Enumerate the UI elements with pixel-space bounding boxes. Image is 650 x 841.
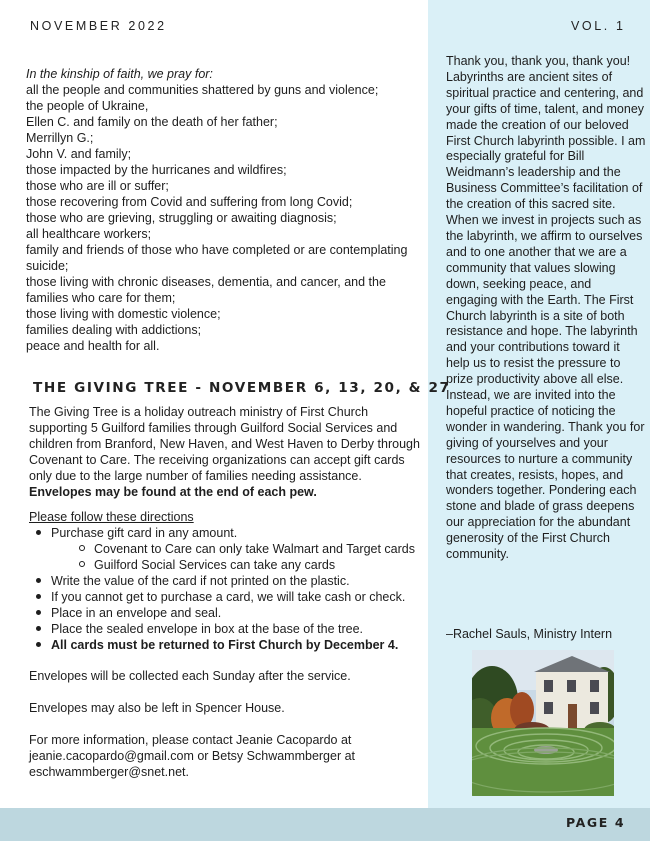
prayer-line: those impacted by the hurricanes and wildfires;: [26, 163, 287, 177]
page-number: PAGE 4: [566, 815, 626, 830]
prayer-list: [26, 66, 424, 354]
prayer-line: family and friends of those who have completed or are contemplating suicide;: [26, 243, 408, 273]
labyrinth-photo: [472, 650, 614, 796]
direction-step: Place the sealed envelope in box at the base of the tree.: [29, 621, 429, 637]
directions-heading: Please follow these directions: [29, 510, 194, 524]
prayer-line: those recovering from Covid and suffering from long Covid;: [26, 195, 353, 209]
direction-substep: Guilford Social Services can take any cards: [51, 557, 429, 573]
prayer-line: all the people and communities shattered by guns and violence;: [26, 83, 379, 97]
prayer-line: those living with domestic violence;: [26, 307, 221, 321]
direction-step-text: Purchase gift card in any amount.: [51, 526, 238, 540]
labyrinth-thank-you: Thank you, thank you, thank you! Labyrinths are ancient sites of spiritual practice and centering, and your gifts of time, talent, and money made the creation of our beloved First Church labyrinth possible. I am especially grateful for Bill Weidmann’s leadership and the Business Committee’s facilitation of the creation of this sacred site. When we invest in projects such as the labyrinth, we affirm to ourselves and to one another that we are a community that values slowing down, seeking peace, and engaging with the Earth. The First Church labyrinth is a site of both resistance and hope. The labyrinth and your contributions toward it help us to resist the pressure to prize productivity above all else. Instead, we are invited into the hopeful practice of noticing the wonder in wandering. Thank you for giving of yourselves and your resources to nurture a community that creates, resists, hopes, and wonders together. Pondering each stone and blade of grass deepens our appreciation for the abundant generosity of the First Church community.: [446, 54, 646, 562]
prayer-line: families dealing with addictions;: [26, 323, 202, 337]
direction-step: Place in an envelope and seal.: [29, 605, 429, 621]
volume-number: VOL. 1: [571, 19, 626, 33]
direction-substep: Covenant to Care can only take Walmart and Target cards: [51, 541, 429, 557]
prayer-line: Ellen C. and family on the death of her father;: [26, 115, 278, 129]
direction-substeps: [51, 541, 429, 573]
prayer-line: those who are grieving, struggling or awaiting diagnosis;: [26, 211, 337, 225]
direction-step-deadline: All cards must be returned to First Church by December 4.: [29, 637, 429, 653]
prayer-line: John V. and family;: [26, 147, 132, 161]
direction-step: [29, 525, 429, 573]
prayer-line: peace and health for all.: [26, 339, 160, 353]
giving-tree-heading: THE GIVING TREE - NOVEMBER 6, 13, 20, & 27: [33, 380, 451, 396]
spencer-house-note: Envelopes may also be left in Spencer House.: [29, 701, 285, 715]
giving-tree-envelope-note: Envelopes may be found at the end of each pew.: [29, 485, 317, 499]
collection-note: Envelopes will be collected each Sunday after the service.: [29, 669, 351, 683]
prayer-intro: In the kinship of faith, we pray for:: [26, 67, 213, 81]
giving-tree-description: [29, 404, 427, 500]
prayer-line: those who are ill or suffer;: [26, 179, 169, 193]
prayer-line: Merrillyn G.;: [26, 131, 94, 145]
prayer-line: all healthcare workers;: [26, 227, 152, 241]
prayer-line: the people of Ukraine,: [26, 99, 149, 113]
directions-list: [29, 525, 429, 653]
direction-step: If you cannot get to purchase a card, we will take cash or check.: [29, 589, 429, 605]
directions-section: [29, 509, 429, 653]
footer-bar: [0, 808, 650, 841]
giving-tree-body: The Giving Tree is a holiday outreach ministry of First Church supporting 5 Guilford families through Guilford Social Services and children from Branford, New Haven, and West Haven to Derby through Covenant to Care. The receiving organizations can accept gift cards only due to the large number of families needing assistance.: [29, 405, 420, 483]
contact-info: For more information, please contact Jeanie Cacopardo at jeanie.cacopardo@gmail.com or Betsy Schwammberger at eschwammberger@snet.net.: [29, 733, 356, 779]
direction-step: Write the value of the card if not printed on the plastic.: [29, 573, 429, 589]
prayer-line: those living with chronic diseases, dementia, and cancer, and the families who care for them;: [26, 275, 386, 305]
author-signature: –Rachel Sauls, Ministry Intern: [446, 627, 613, 641]
issue-date: NOVEMBER 2022: [30, 19, 167, 33]
